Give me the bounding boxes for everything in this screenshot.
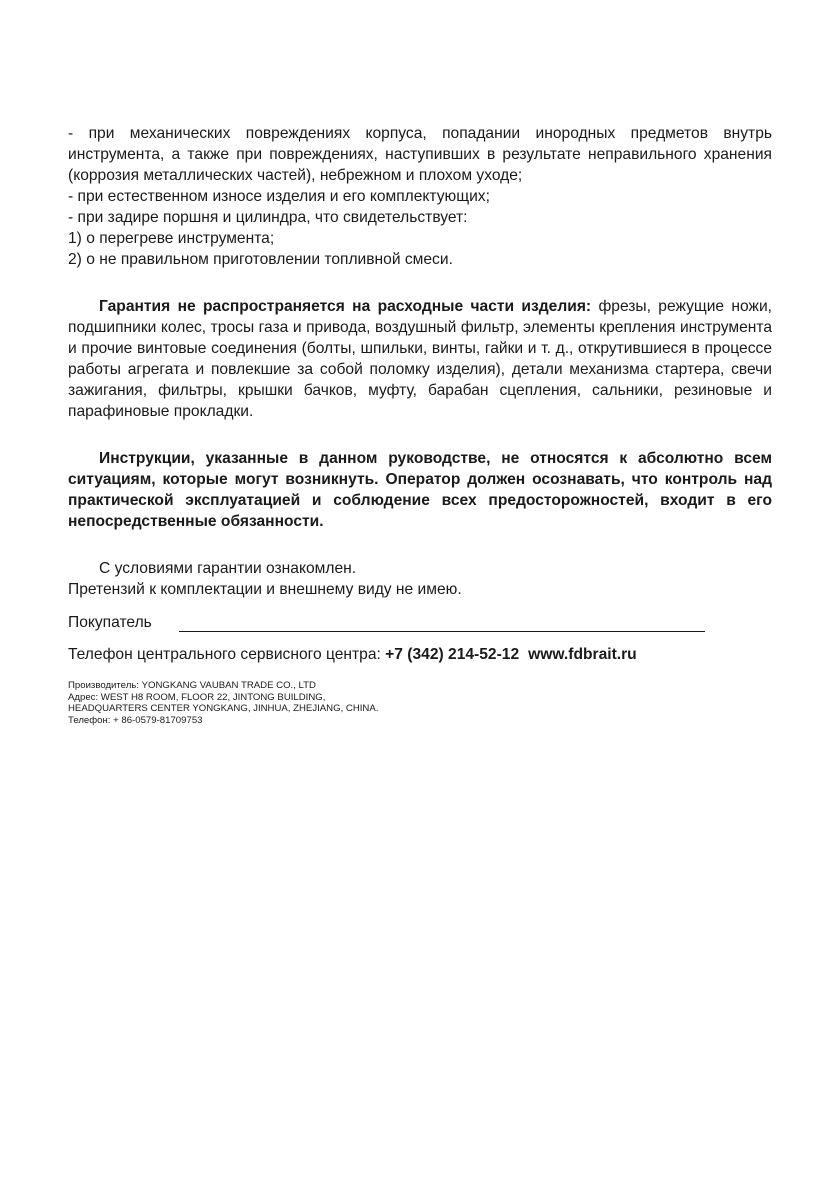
manufacturer-line: Адрес: WEST H8 ROOM, FLOOR 22, JINTONG BUILDING, [68, 691, 326, 703]
buyer-signature-line[interactable] [179, 620, 705, 632]
buyer-label: Покупатель [68, 614, 152, 631]
acknowledgement-line-2: Претензий к комплектации и внешнему виду не имею. [68, 581, 462, 598]
instructions-text: Инструкции, указанные в данном руководстве, не относятся к абсолютно всем ситуациям, которые могут возникнуть. Оператор должен осознавать, что контроль над практической эксплуатацией и соблюдение всех предосторожностей, входит в его непосредственные обязанности. [68, 450, 772, 530]
list-item: 1) о перегреве инструмента; [68, 230, 275, 247]
list-item: - при задире поршня и цилиндра, что свидетельствует: [68, 209, 468, 226]
acknowledgement-line-1: С условиями гарантии ознакомлен. [99, 560, 357, 577]
service-website: www.fdbrait.ru [528, 646, 637, 663]
manufacturer-line: Телефон: + 86-0579-81709753 [68, 714, 203, 726]
service-center-info [68, 646, 772, 664]
list-item: - при механических повреждениях корпуса, попадании инородных предметов внутрь инструмента, а также при повреждениях, наступивших в результате неправильного хранения (коррозия металлических частей), небрежном и плохом уходе; [68, 125, 772, 184]
list-item: 2) о не правильном приготовлении топливной смеси. [68, 251, 453, 268]
manufacturer-line: Производитель: YONGKANG VAUBAN TRADE CO., LTD [68, 680, 316, 691]
service-phone: +7 (342) 214-52-12 [385, 646, 520, 663]
manufacturer-info [68, 680, 772, 726]
warranty-exclusions-list [68, 123, 772, 270]
manufacturer-line: HEADQUARTERS CENTER YONGKANG, JINHUA, ZHEJIANG, CHINA. [68, 703, 379, 714]
document-page [68, 120, 772, 726]
buyer-signature-row [68, 614, 772, 632]
service-label: Телефон центрального сервисного центра: [68, 646, 386, 663]
instructions-paragraph [68, 448, 772, 532]
consumables-heading: Гарантия не распространяется на расходные части изделия: [99, 298, 592, 315]
acknowledgement [68, 558, 772, 600]
list-item: - при естественном износе изделия и его комплектующих; [68, 188, 490, 205]
consumables-text: фрезы, режущие ножи, подшипники колес, тросы газа и привода, воздушный фильтр, элементы крепления инструмента и прочие винтовые соединения (болты, шпильки, винты, гайки и т. д., открутившиеся в процессе работы агрегата и повлекшие за собой поломку изделия), детали механизма стартера, свечи зажигания, фильтры, крышки бачков, муфту, барабан сцепления, сальники, резиновые и парафиновые прокладки. [68, 298, 773, 420]
consumables-paragraph [68, 296, 772, 422]
